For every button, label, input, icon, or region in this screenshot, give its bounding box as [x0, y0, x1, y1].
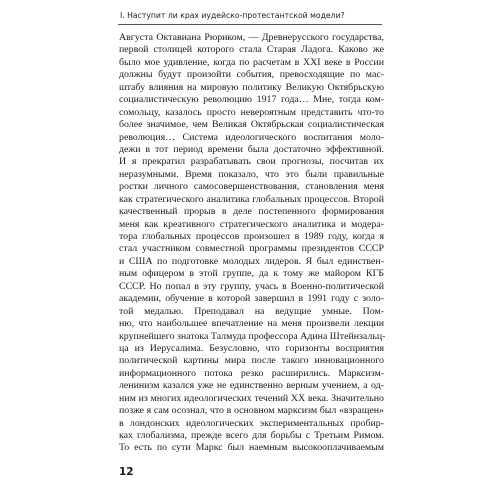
running-head-rule — [118, 24, 382, 25]
text-line: стал участником совместной программы президентов СССР — [119, 243, 384, 255]
text-line: революция… Система идеологического воспитания моло- — [119, 131, 384, 143]
text-line: более значимое, чем Великая Октябрьская социалистическая — [119, 119, 384, 131]
text-line: ростки личного самосовершенствования, становления меня — [119, 181, 384, 193]
page-number: 12 — [119, 466, 134, 478]
text-line: СССР. Но попал в эту группу, учась в Военно-политической — [119, 280, 384, 292]
text-line: меня как креативного стратегического аналитика и модера- — [119, 218, 384, 230]
text-line: политической картины мира после такого инновационного — [119, 355, 384, 367]
text-line: ним из многих идеологических течений XX века. Значительно — [119, 392, 384, 404]
text-line: позже я сам осознал, что в основном марксизм был «взращен» — [119, 405, 384, 417]
text-line: То есть по сути Маркс был наемным высокооплачиваемым — [119, 442, 384, 454]
text-line: ным офицером в этой группе, да к тому же майором КГБ — [119, 268, 384, 280]
text-line: И я прекратил разрабатывать свои прогнозы, посчитав их — [119, 156, 384, 168]
text-line: неразумными. Время показало, что это были правильные — [119, 168, 384, 180]
text-line: тора глобальных процессов произошел в 1989 году, когда я — [119, 231, 384, 242]
text-line: в лондонских идеологических экспериментальных пробир- — [119, 417, 384, 429]
text-line: качественный прорыв в деле постепенного формирования — [119, 206, 384, 218]
text-line: первой столицей которого стала Старая Ладога. Каково же — [119, 44, 384, 56]
text-line: штабу влияния на мировую политику Великую Октябрьскую — [119, 81, 384, 93]
text-line: той медалью. Преподавал на ведущие умные. Пом- — [119, 305, 384, 317]
text-line: было мое удивление, когда по расчетам в XXI веке в России — [119, 56, 384, 68]
text-line: и США по подготовке молодых лидеров. Я был единствен- — [119, 255, 384, 267]
text-line: как стратегического аналитика глобальных процессов. Второй — [119, 193, 384, 205]
text-line: дежи в тот период времени была достаточно эффективной. — [119, 143, 384, 155]
text-line: должны будут произойти события, превосходящие по мас- — [119, 69, 384, 81]
text-line: ца из Иерусалима. Безусловно, что горизонты восприятия — [119, 342, 384, 354]
text-line: академии, обучение в которой завершил в 1991 году с золо- — [119, 293, 384, 305]
running-head: I. Наступит ли крах иудейско-протестантской модели? — [120, 11, 345, 20]
text-line: ленинизм казался уже не единственно верным учением, а од- — [119, 380, 384, 392]
text-line: крупнейшего знатока Талмуда профессора Адина Штейнзальц- — [119, 330, 386, 342]
text-line: информационного потока резко расширились. Марксизм- — [119, 367, 384, 379]
text-line: ках глобализма, прежде всего для борьбы с Третьим Римом. — [119, 430, 384, 441]
text-line: социалистическую революцию 1917 года… Мне, тогда ком- — [119, 94, 384, 106]
text-line: сомольцу, казалось просто невероятным представить что-то — [119, 106, 384, 118]
text-line: ню, что наибольшее впечатление на меня произвели лекции — [119, 318, 384, 330]
body-paragraph — [119, 32, 384, 455]
text-line: Августа Октавиана Рюриком, — Древнерусского государства, — [119, 32, 384, 43]
